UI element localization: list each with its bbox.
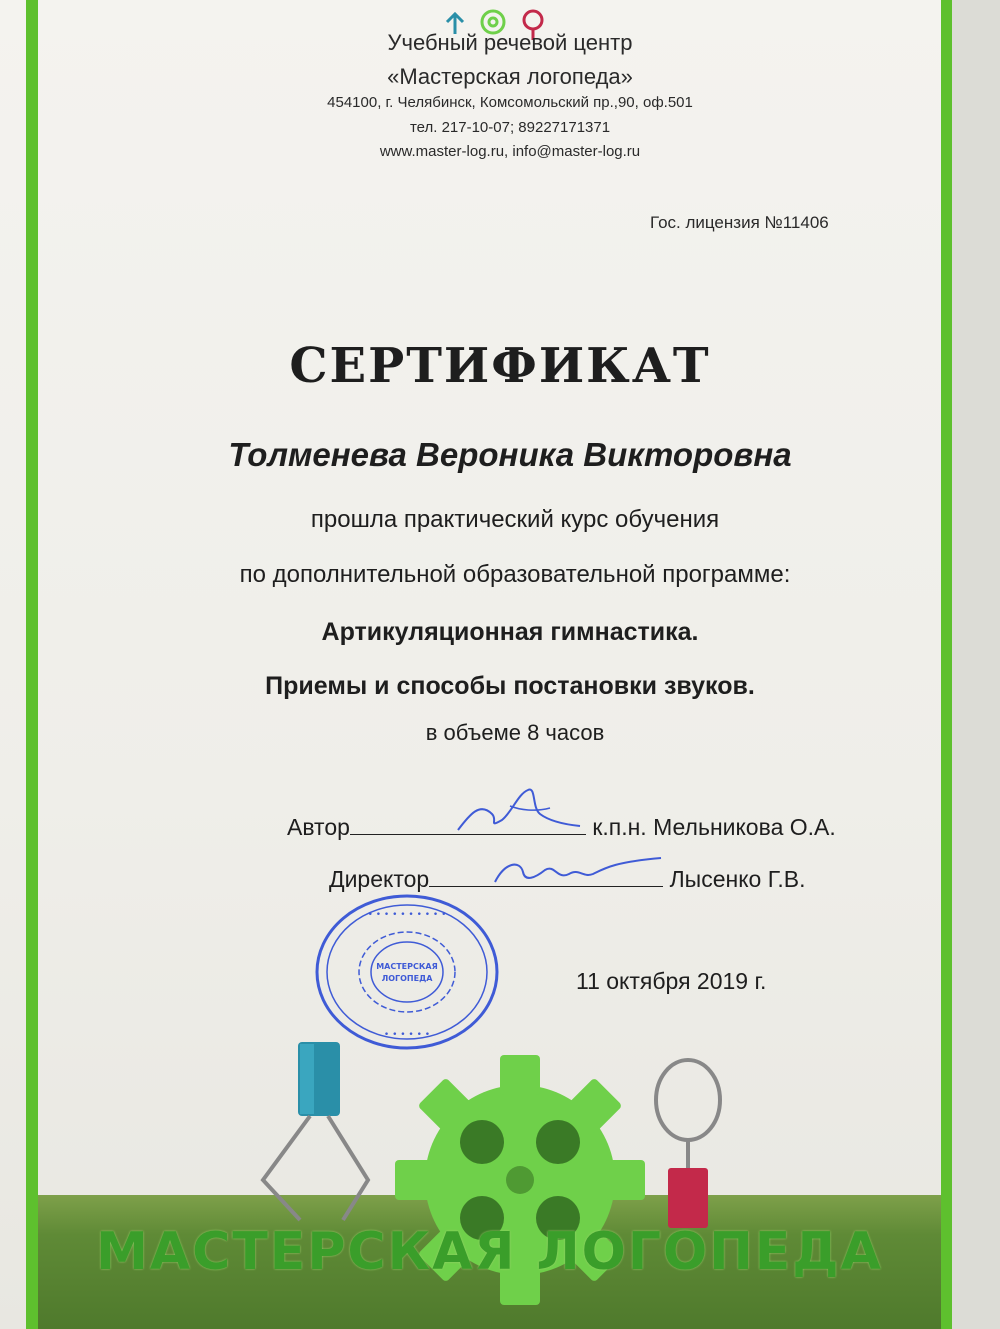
course-statement: прошла практический курс обучения	[310, 506, 720, 533]
recipient-name: Толменева Вероника Викторовна	[228, 436, 792, 473]
author-name: к.п.н. Мельникова О.А.	[592, 814, 836, 840]
brand-banner: МАСТЕРСКАЯ ЛОГОПЕДА	[96, 1222, 883, 1282]
svg-text:• • • • • •: • • • • • •	[383, 1030, 431, 1040]
author-signature-icon	[440, 784, 590, 834]
program-title-line2: Приемы и способы постановки звуков.	[265, 672, 755, 700]
director-name: Лысенко Г.В.	[669, 866, 806, 892]
phone: тел. 217-10-07; 89227171371	[409, 119, 611, 136]
frame-left-border	[26, 0, 38, 1329]
author-label: Автор	[287, 814, 350, 840]
website-email: www.master-log.ru, info@master-log.ru	[379, 143, 641, 160]
logopedist-tools-illustration	[38, 1030, 941, 1329]
center-name: Учебный речевой центр	[387, 30, 633, 55]
official-seal	[314, 893, 500, 1051]
probe-teal-icon	[263, 1042, 368, 1220]
program-title-line1: Артикуляционная гимнастика.	[321, 618, 699, 646]
course-hours: в объеме 8 часов	[425, 720, 605, 745]
license-number: Гос. лицензия №11406	[650, 213, 829, 232]
svg-text:ЛОГОПЕДА: ЛОГОПЕДА	[381, 974, 433, 983]
program-statement: по дополнительной образовательной программе:	[239, 561, 791, 588]
issue-date: 11 октября 2019 г.	[576, 968, 767, 994]
background-edge	[952, 0, 1000, 1329]
frame-right-border	[941, 0, 952, 1329]
probe-red-icon	[656, 1060, 720, 1228]
address: 454100, г. Челябинск, Комсомольский пр.,90, оф.501	[327, 94, 693, 111]
director-signature-icon	[465, 852, 665, 892]
certificate-title: СЕРТИФИКАТ	[289, 338, 711, 394]
svg-text:• • • • • • • • • •: • • • • • • • • • •	[367, 910, 447, 920]
director-label: Директор	[329, 866, 430, 892]
center-title: «Мастерская логопеда»	[387, 64, 633, 89]
svg-text:МАСТЕРСКАЯ: МАСТЕРСКАЯ	[376, 962, 438, 971]
